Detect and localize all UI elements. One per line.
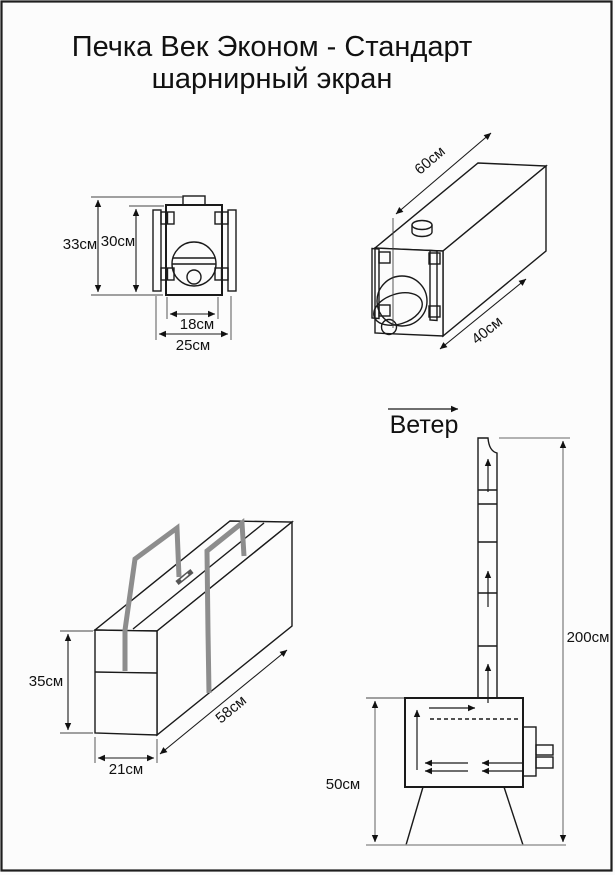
wind-indicator [388, 409, 458, 439]
title-block [72, 31, 473, 95]
dim-200 [499, 438, 609, 842]
side-door [523, 727, 553, 776]
front-left-screen [153, 210, 161, 291]
stove-legs [406, 787, 523, 845]
dim-label-21: 21см [108, 761, 144, 778]
dim-30 [101, 206, 164, 292]
dim-label-40: 40см [468, 313, 506, 348]
dim-label-18: 18см [179, 316, 215, 333]
dim-label-25: 25см [175, 337, 211, 354]
dim-label-200: 200см [566, 629, 610, 646]
front-right-screen [228, 210, 236, 291]
dim-21 [95, 737, 157, 778]
iso-view [370, 133, 546, 349]
stove-flow-arrows [417, 708, 522, 771]
page-title-line2: шарнирный экран [151, 63, 393, 95]
dim-18 [167, 297, 218, 333]
front-door [172, 242, 216, 286]
dim-35 [29, 631, 93, 733]
dim-label-50: 50см [325, 776, 361, 793]
side-stove-body [405, 698, 523, 787]
dim-label-30: 30см [100, 233, 136, 250]
front-chimney-collar [183, 196, 205, 205]
iso-front-face [375, 248, 443, 336]
dim-50 [326, 698, 404, 842]
dim-label-58: 58см [212, 691, 250, 728]
image-border [2, 2, 612, 871]
front-view [63, 196, 236, 354]
dim-label-60: 60см [411, 142, 449, 179]
bag-flap-line [95, 672, 157, 673]
chimney-joints [478, 490, 497, 646]
dim-label-35: 35см [28, 673, 64, 690]
side-view [326, 409, 610, 845]
bag-view [29, 521, 292, 778]
dim-label-33: 33см [62, 236, 98, 253]
page-title-line1: Печка Век Эконом - Стандарт [71, 31, 473, 63]
wind-label: Ветер [389, 411, 459, 439]
